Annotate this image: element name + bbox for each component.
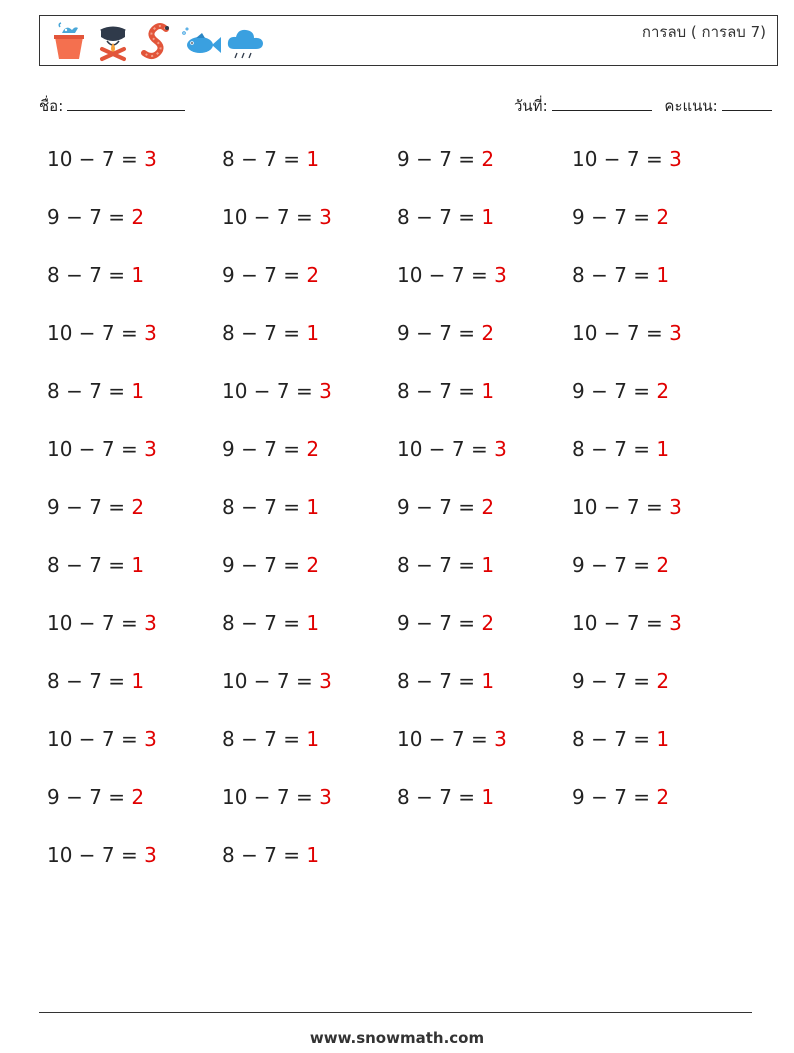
problem-question: 10 − 7 = bbox=[47, 843, 145, 867]
problem-question: 9 − 7 = bbox=[572, 553, 657, 577]
problem-item bbox=[397, 669, 494, 693]
problem-item bbox=[572, 437, 669, 461]
problem-item bbox=[47, 379, 144, 403]
problem-answer: 1 bbox=[481, 205, 495, 229]
problem-item bbox=[397, 611, 494, 635]
footer-site: www.snowmath.com bbox=[309, 1029, 485, 1047]
problem-answer: 1 bbox=[656, 727, 670, 751]
footer-divider bbox=[39, 1012, 752, 1013]
problem-answer: 3 bbox=[144, 321, 157, 345]
problem-question: 10 − 7 = bbox=[572, 495, 670, 519]
problem-question: 10 − 7 = bbox=[47, 727, 145, 751]
name-label: ชื่อ: bbox=[39, 97, 64, 115]
problem-answer: 2 bbox=[481, 611, 495, 635]
problem-answer: 1 bbox=[656, 263, 670, 287]
problem-answer: 1 bbox=[481, 669, 495, 693]
problem-item bbox=[47, 147, 157, 171]
name-field bbox=[39, 94, 185, 118]
problem-item bbox=[572, 321, 682, 345]
problem-answer: 1 bbox=[131, 263, 145, 287]
rain-cloud-icon bbox=[224, 21, 266, 63]
problem-question: 9 − 7 = bbox=[397, 495, 482, 519]
problem-question: 8 − 7 = bbox=[47, 263, 132, 287]
problem-question: 8 − 7 = bbox=[222, 611, 307, 635]
fishbowl-bucket-icon bbox=[48, 21, 90, 63]
problem-item bbox=[572, 785, 669, 809]
problem-answer: 3 bbox=[319, 379, 332, 403]
problem-item bbox=[572, 553, 669, 577]
problem-answer: 2 bbox=[481, 321, 495, 345]
problem-answer: 3 bbox=[319, 669, 332, 693]
problem-item bbox=[222, 437, 319, 461]
problem-item bbox=[47, 437, 157, 461]
problem-answer: 1 bbox=[481, 785, 495, 809]
problem-item bbox=[397, 437, 507, 461]
problem-answer: 3 bbox=[144, 147, 157, 171]
problem-item bbox=[222, 669, 332, 693]
problem-answer: 2 bbox=[656, 669, 670, 693]
problem-answer: 1 bbox=[306, 611, 320, 635]
campfire-pot-icon bbox=[92, 21, 134, 63]
problem-question: 9 − 7 = bbox=[397, 611, 482, 635]
problem-question: 9 − 7 = bbox=[397, 147, 482, 171]
problem-answer: 3 bbox=[144, 437, 157, 461]
problem-item bbox=[572, 147, 682, 171]
problem-item bbox=[47, 263, 144, 287]
problem-question: 8 − 7 = bbox=[397, 785, 482, 809]
problem-question: 9 − 7 = bbox=[222, 553, 307, 577]
problem-answer: 3 bbox=[669, 147, 682, 171]
problem-item bbox=[222, 263, 319, 287]
problem-question: 8 − 7 = bbox=[222, 727, 307, 751]
problem-answer: 2 bbox=[131, 495, 145, 519]
problem-item bbox=[47, 611, 157, 635]
problem-item bbox=[222, 611, 319, 635]
problem-question: 10 − 7 = bbox=[222, 379, 320, 403]
problem-item bbox=[572, 379, 669, 403]
problem-question: 9 − 7 = bbox=[47, 205, 132, 229]
problem-item bbox=[572, 669, 669, 693]
problem-answer: 2 bbox=[656, 205, 670, 229]
problem-answer: 1 bbox=[306, 321, 320, 345]
problem-item bbox=[397, 495, 494, 519]
problem-answer: 2 bbox=[306, 553, 320, 577]
problem-answer: 2 bbox=[306, 437, 320, 461]
problem-item bbox=[47, 553, 144, 577]
problem-question: 10 − 7 = bbox=[222, 669, 320, 693]
problem-question: 8 − 7 = bbox=[572, 727, 657, 751]
score-blank[interactable] bbox=[722, 96, 772, 111]
problem-item bbox=[397, 785, 494, 809]
problem-answer: 1 bbox=[306, 727, 320, 751]
problem-question: 8 − 7 = bbox=[572, 437, 657, 461]
problem-answer: 1 bbox=[481, 379, 495, 403]
problem-item bbox=[397, 321, 494, 345]
problem-question: 8 − 7 = bbox=[222, 147, 307, 171]
problem-question: 8 − 7 = bbox=[397, 379, 482, 403]
problem-answer: 1 bbox=[131, 669, 145, 693]
problem-question: 10 − 7 = bbox=[572, 147, 670, 171]
problem-item bbox=[47, 669, 144, 693]
score-label: คะแนน: bbox=[664, 97, 718, 115]
problem-item bbox=[47, 321, 157, 345]
problem-answer: 3 bbox=[319, 785, 332, 809]
problem-answer: 1 bbox=[131, 553, 145, 577]
problem-question: 8 − 7 = bbox=[397, 553, 482, 577]
problem-answer: 1 bbox=[656, 437, 670, 461]
problem-question: 8 − 7 = bbox=[222, 843, 307, 867]
problem-question: 9 − 7 = bbox=[572, 785, 657, 809]
problem-answer: 2 bbox=[656, 785, 670, 809]
problem-question: 10 − 7 = bbox=[47, 321, 145, 345]
problem-question: 8 − 7 = bbox=[47, 379, 132, 403]
date-score-fields bbox=[514, 94, 772, 118]
problem-item bbox=[222, 205, 332, 229]
problem-answer: 2 bbox=[306, 263, 320, 287]
problem-answer: 3 bbox=[669, 611, 682, 635]
header-box bbox=[39, 15, 778, 66]
problem-answer: 1 bbox=[306, 147, 320, 171]
problem-question: 8 − 7 = bbox=[47, 553, 132, 577]
problem-item bbox=[397, 727, 507, 751]
problem-item bbox=[47, 205, 144, 229]
date-blank[interactable] bbox=[552, 96, 652, 111]
date-label: วันที่: bbox=[514, 97, 548, 115]
problem-item bbox=[572, 727, 669, 751]
problem-question: 9 − 7 = bbox=[572, 379, 657, 403]
problem-answer: 1 bbox=[131, 379, 145, 403]
name-blank[interactable] bbox=[67, 96, 185, 111]
problem-answer: 1 bbox=[481, 553, 495, 577]
problem-answer: 3 bbox=[494, 727, 507, 751]
problem-item bbox=[397, 553, 494, 577]
problem-item bbox=[397, 379, 494, 403]
problem-answer: 3 bbox=[494, 263, 507, 287]
fish-icon bbox=[180, 21, 222, 63]
problem-question: 8 − 7 = bbox=[222, 321, 307, 345]
problem-item bbox=[47, 727, 157, 751]
problem-answer: 3 bbox=[494, 437, 507, 461]
problem-answer: 2 bbox=[656, 379, 670, 403]
sheet-title: การลบ ( การลบ 7) bbox=[641, 23, 766, 41]
problem-question: 10 − 7 = bbox=[222, 785, 320, 809]
problem-question: 10 − 7 = bbox=[572, 321, 670, 345]
worm-icon bbox=[136, 21, 178, 63]
problem-answer: 2 bbox=[481, 495, 495, 519]
problem-question: 10 − 7 = bbox=[397, 263, 495, 287]
problem-answer: 2 bbox=[131, 785, 145, 809]
problem-item bbox=[47, 495, 144, 519]
problem-question: 9 − 7 = bbox=[47, 785, 132, 809]
problem-answer: 3 bbox=[669, 495, 682, 519]
problem-answer: 3 bbox=[144, 727, 157, 751]
problem-question: 9 − 7 = bbox=[572, 205, 657, 229]
problem-item bbox=[222, 553, 319, 577]
problem-answer: 3 bbox=[144, 843, 157, 867]
problem-question: 8 − 7 = bbox=[47, 669, 132, 693]
problem-item bbox=[397, 147, 494, 171]
problem-answer: 3 bbox=[319, 205, 332, 229]
problem-question: 8 − 7 = bbox=[397, 205, 482, 229]
problem-answer: 1 bbox=[306, 843, 320, 867]
problem-question: 8 − 7 = bbox=[397, 669, 482, 693]
problem-question: 10 − 7 = bbox=[222, 205, 320, 229]
problem-question: 9 − 7 = bbox=[222, 437, 307, 461]
problem-answer: 2 bbox=[656, 553, 670, 577]
problem-item bbox=[222, 495, 319, 519]
problem-item bbox=[47, 843, 157, 867]
problem-question: 8 − 7 = bbox=[572, 263, 657, 287]
problem-question: 10 − 7 = bbox=[397, 727, 495, 751]
problem-question: 9 − 7 = bbox=[572, 669, 657, 693]
problem-item bbox=[222, 147, 319, 171]
problem-answer: 3 bbox=[144, 611, 157, 635]
problem-question: 9 − 7 = bbox=[47, 495, 132, 519]
problem-item bbox=[572, 263, 669, 287]
problem-question: 9 − 7 = bbox=[222, 263, 307, 287]
problem-item bbox=[397, 263, 507, 287]
problem-item bbox=[222, 379, 332, 403]
problem-item bbox=[572, 495, 682, 519]
problem-item bbox=[222, 727, 319, 751]
problem-item bbox=[222, 785, 332, 809]
problem-question: 8 − 7 = bbox=[222, 495, 307, 519]
problem-question: 9 − 7 = bbox=[397, 321, 482, 345]
problem-answer: 1 bbox=[306, 495, 320, 519]
icon-strip bbox=[48, 21, 266, 63]
problem-item bbox=[397, 205, 494, 229]
problem-answer: 2 bbox=[131, 205, 145, 229]
problem-question: 10 − 7 = bbox=[47, 611, 145, 635]
problem-item bbox=[572, 611, 682, 635]
problem-question: 10 − 7 = bbox=[572, 611, 670, 635]
problem-answer: 2 bbox=[481, 147, 495, 171]
problem-item bbox=[572, 205, 669, 229]
problem-answer: 3 bbox=[669, 321, 682, 345]
problem-item bbox=[47, 785, 144, 809]
problem-question: 10 − 7 = bbox=[397, 437, 495, 461]
problem-item bbox=[222, 843, 319, 867]
problem-question: 10 − 7 = bbox=[47, 437, 145, 461]
problem-item bbox=[222, 321, 319, 345]
problem-question: 10 − 7 = bbox=[47, 147, 145, 171]
